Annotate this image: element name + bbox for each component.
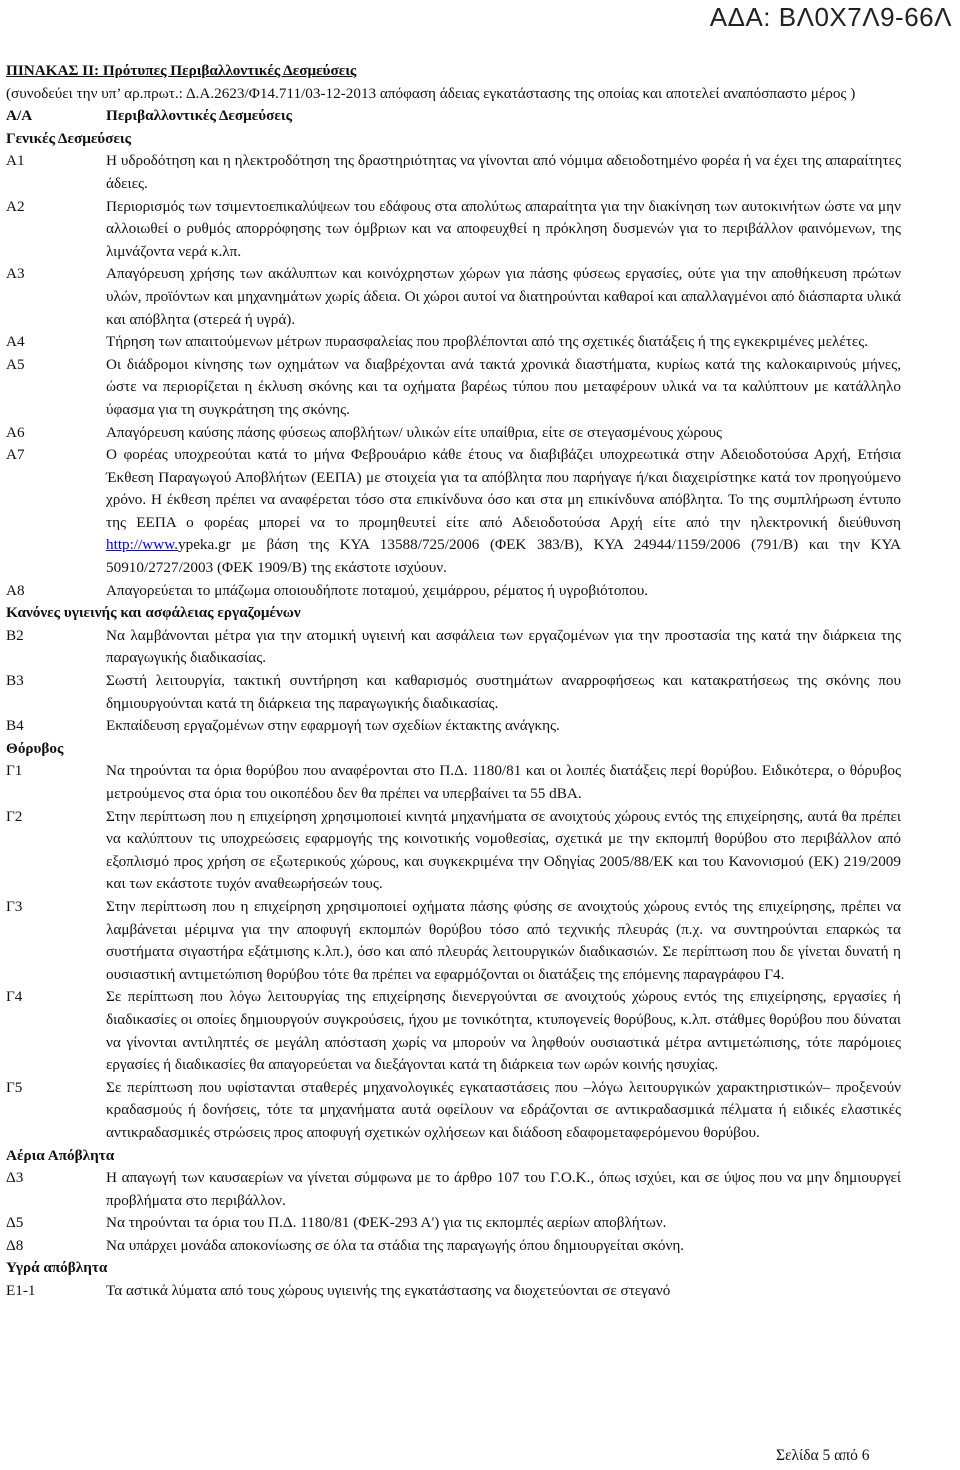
list-item [6,1280,901,1303]
list-item [6,1212,901,1235]
item-code: Δ8 [6,1236,24,1254]
section-hygiene: Κανόνες υγιεινής και ασφάλειας εργαζομένων [6,604,301,622]
list-item [6,263,901,331]
section-noise: Θόρυβος [6,739,64,757]
list-item [6,715,901,738]
list-item [6,331,901,354]
column-header-description: Περιβαλλοντικές Δεσμεύσεις [106,107,293,125]
item-code: Α8 [6,581,25,599]
item-code: Γ2 [6,807,23,825]
item-code: Α1 [6,152,25,170]
subtitle: (συνοδεύει την υπ’ αρ.πρωτ.: Δ.Α.2623/Φ14.711/03-12-2013 απόφαση άδειας εγκατάστασης της οποίας και αποτελεί αναπόσπαστο μέρος ) [6,84,856,102]
item-code: Γ3 [6,897,23,915]
list-item [6,580,901,603]
item-code: Α3 [6,265,25,283]
item-code: Γ1 [6,762,23,780]
list-item [6,1077,901,1145]
item-code: Β2 [6,626,24,644]
item-text: Η απαγωγή των καυσαερίων να γίνεται σύμφωνα με το άρθρο 107 του Γ.Ο.Κ., όπως ισχύει, και σε ύψος που να μην δημιουργεί προβλήματα στο περιβάλλον. [106,1169,901,1209]
list-item [6,150,901,195]
item-text: Σε περίπτωση που λόγω λειτουργίας της επιχείρησης διενεργούνται σε ανοιχτούς χώρους εντός της επιχείρησης, εργασίες ή διαδικασίες οι οποίες δημιουργούν συγκρούσεις, ήχου με τονικότητα, κτυπογενείς θορύβους, κ.λπ. στάθμες θορύβου που δύναται να γίνονται αντιληπτές σε μεγάλη απόσταση χωρίς να μπορούν να ληφθούν ουσιαστικά μέτρα αντιμετώπισης, τότε παρόμοιες εργασίες ή διαδικασίες θα απαγορεύεται να διεξάγονται κατά τη διάρκεια των ωρών κοινής ησυχίας. [106,988,901,1074]
item-code: Δ3 [6,1169,24,1187]
item-code: Α6 [6,423,25,441]
item-code: Α7 [6,446,25,464]
a7-text-start: Ο φορέας υποχρεούται κατά το μήνα Φεβρουάριο κάθε έτους να διαβιβάζει υποχρεωτικά στην Αδειοδοτούσα Αρχή, Ετήσια Έκθεση Παραγωγού Αποβλήτων (ΕΕΠΑ) με στοιχεία για τα απόβλητα που παρήγαγε ή/και διαχειρίστηκε κατά τον προηγούμενο χρόνο. Η έκθεση πρέπει να αναφέρεται τόσο στα επικίνδυνα όσο και στα μη επικίνδυνα απόβλητα. Το της συμπλήρωση έντυπο της ΕΕΠΑ ο φορέας μπορεί να το προμηθευτεί είτε από Αδειοδοτούσα Αρχή είτε από την ηλεκτρονική διεύθυνση [106,446,901,531]
list-item [6,422,901,445]
ada-code: ΑΔΑ: ΒΛ0Χ7Λ9-66Λ [709,2,952,32]
item-text: Σωστή λειτουργία, τακτική συντήρηση και καθαρισμός συστημάτων αναρροφήσεως και κατακρατήσεως της σκόνης που δημιουργούνται κατά τη διάρκεια της παραγωγικής διαδικασίας. [106,672,901,712]
list-item [6,444,901,580]
item-text: Στην περίπτωση που η επιχείρηση χρησιμοποιεί κινητά μηχανήματα σε ανοιχτούς χώρους εντός της επιχείρησης, αυτά θα πρέπει να καλύπτουν τις υποχρεώσεις εφαρμογής της κοινοτικής νομοθεσίας, σχετικά με την εκπομπή θορύβου στο περιβάλλον από εξοπλισμό προς χρήση σε εξωτερικούς χώρους, και συγκεκριμένα την Οδηγίας 2005/88/ΕΚ και του Κανονισμού (ΕΚ) 219/2009 και των εκάστοτε τυχόν αναθεωρήσεών τους. [106,807,901,893]
item-text: Απαγόρευση καύσης πάσης φύσεως αποβλήτων/ υλικών είτε υπαίθρια, είτε σε στεγασμένους χώρους [106,423,723,441]
list-item [6,670,901,715]
item-text: Να τηρούνται τα όρια του Π.Δ. 1180/81 (ΦΕΚ-293 Α') για τις εκπομπές αερίων αποβλήτων. [106,1214,667,1232]
item-text: Απαγορεύεται το μπάζωμα οποιουδήποτε ποταμού, χειμάρρου, ρέματος ή υγροβιότοπου. [106,581,649,599]
item-text: Η υδροδότηση και η ηλεκτροδότηση της δραστηριότητας να γίνονται από νόμιμα αδειοδοτημένο φορέα ή να έχει της απαραίτητες άδειες. [106,152,901,192]
table-header [6,105,901,128]
list-item [6,625,901,670]
list-item [6,1167,901,1212]
item-code: Α5 [6,355,25,373]
list-item [6,196,901,264]
list-item [6,896,901,986]
section-liquid: Υγρά απόβλητα [6,1259,108,1277]
list-item [6,986,901,1076]
item-code: Γ5 [6,1078,23,1096]
item-code: Β3 [6,672,24,690]
item-text: Εκπαίδευση εργαζομένων στην εφαρμογή των σχεδίων έκτακτης ανάγκης. [106,717,560,735]
a7-text-end: ypeka.gr με βάση της ΚΥΑ 13588/725/2006 (ΦΕΚ 383/Β), ΚΥΑ 24944/1159/2006 (791/Β) και την ΚΥΑ 50910/2727/2003 (ΦΕΚ 1909/Β) της εκάστοτε ισχύουν. [106,536,901,577]
item-code: Ε1-1 [6,1282,36,1300]
item-code: Α2 [6,197,25,215]
item-text: Στην περίπτωση που η επιχείρηση χρησιμοποιεί οχήματα πάσης φύσης σε ανοιχτούς χώρους εντός της επιχείρησης, πρέπει να λαμβάνεται μέριμνα για την αποφυγή εκπομπών θορύβου τόσο από τεχνικής πλευράς (π.χ. να συντηρούνται επαρκώς τα συστήματα σιγαστήρα εξάτμισης κ.λπ.), όσο και από πλευράς λειτουργικών διαδικασιών. Σε περίπτωση που δε γίνεται δυνατή η ουσιαστική αντιμετώπιση θορύβου τότε θα πρέπει να εφαρμόζονται οι διατάξεις της επόμενης παραγράφου Γ4. [106,897,901,983]
document-body [6,60,901,1303]
column-header-code: Α/Α [6,107,33,125]
item-text: Να λαμβάνονται μέτρα για την ατομική υγιεινή και ασφάλεια των εργαζομένων για την προστασία της κατά την διάρκεια της παραγωγικής διαδικασίας. [106,626,901,667]
item-code: Δ5 [6,1214,24,1232]
ypeka-link[interactable]: http://www. [106,536,178,554]
item-text: Οι διάδρομοι κίνησης των οχημάτων να διαβρέχονται ανά τακτά χρονικά διαστήματα, κυρίως κατά της καλοκαιρινούς μήνες, ώστε να περιορίζεται η έκλυση σκόνης και τα οχήματα βαρέως τύπου που μεταφέρουν υλικά να τα καλύπτουν με κατάλληλο ύφασμα για τη συγκράτηση της σκόνης. [106,355,901,418]
item-text [106,444,901,580]
item-code: Α4 [6,333,25,351]
item-text: Τα αστικά λύματα από τους χώρους υγιεινής της εγκατάστασης να διοχετεύονται σε στεγανό [106,1282,671,1300]
item-text: Να τηρούνται τα όρια θορύβου που αναφέρονται στο Π.Δ. 1180/81 και οι λοιπές διατάξεις περί θορύβου. Ειδικότερα, ο θόρυβος μετρούμενος στα όρια του οικοπέδου δεν θα πρέπει να υπερβαίνει τα 55 dBA. [106,762,901,802]
section-general: Γενικές Δεσμεύσεις [6,129,132,147]
item-text: Απαγόρευση χρήσης των ακάλυπτων και κοινόχρηστων χώρων για πάσης φύσεως εργασίες, ούτε για την αποθήκευση πρώτων υλών, προϊόντων και μηχανημάτων χωρίς άδεια. Οι χώροι αυτοί να διατηρούνται καθαροί και απαλλαγμένοι από διάσπαρτα υλικά και απόβλητα (στερεά ή υγρά). [106,265,901,328]
list-item [6,1235,901,1258]
item-text: Τήρηση των απαιτούμενων μέτρων πυρασφαλείας που προβλέπονται από της σχετικές διατάξεις ή της εγκεκριμένες μελέτες. [106,333,869,351]
list-item [6,354,901,422]
item-code: Γ4 [6,988,23,1006]
item-text: Σε περίπτωση που υφίστανται σταθερές μηχανολογικές εγκαταστάσεις που –λόγω λειτουργικών χαρακτηριστικών– προξενούν κραδασμούς ή δονήσεις, τότε τα μηχανήματα αυτά οφείλουν να εδράζονται σε αντικραδασμικά πέλματα ή ειδικές ελαστικές αντικραδασμικές στρώσεις προς αποφυγή σχετικών οχλήσεων και διάδοση εδαφομεταφερόμενου θορύβου. [106,1078,901,1141]
item-code: Β4 [6,717,24,735]
item-text: Περιορισμός των τσιμεντοεπικαλύψεων του εδάφους στα απολύτως απαραίτητα για την διακίνηση των αυτοκινήτων ώστε να μην αλλοιωθεί ο ρυθμός απορρόφησης των όμβριων και να αποφευχθεί η πρόκληση δυσμενών για το περιβάλλον φαινόμενων, της λιμνάζοντα νερά κ.λπ. [106,197,901,260]
list-item [6,760,901,805]
page-title: ΠΙΝΑΚΑΣ ΙΙ: Πρότυπες Περιβαλλοντικές Δεσμεύσεις [6,62,357,79]
list-item [6,806,901,896]
section-air: Αέρια Απόβλητα [6,1146,115,1164]
page-number: Σελίδα 5 από 6 [776,1447,870,1464]
item-text: Να υπάρχει μονάδα αποκονίωσης σε όλα τα στάδια της παραγωγής όπου δημιουργείται σκόνη. [106,1236,685,1254]
